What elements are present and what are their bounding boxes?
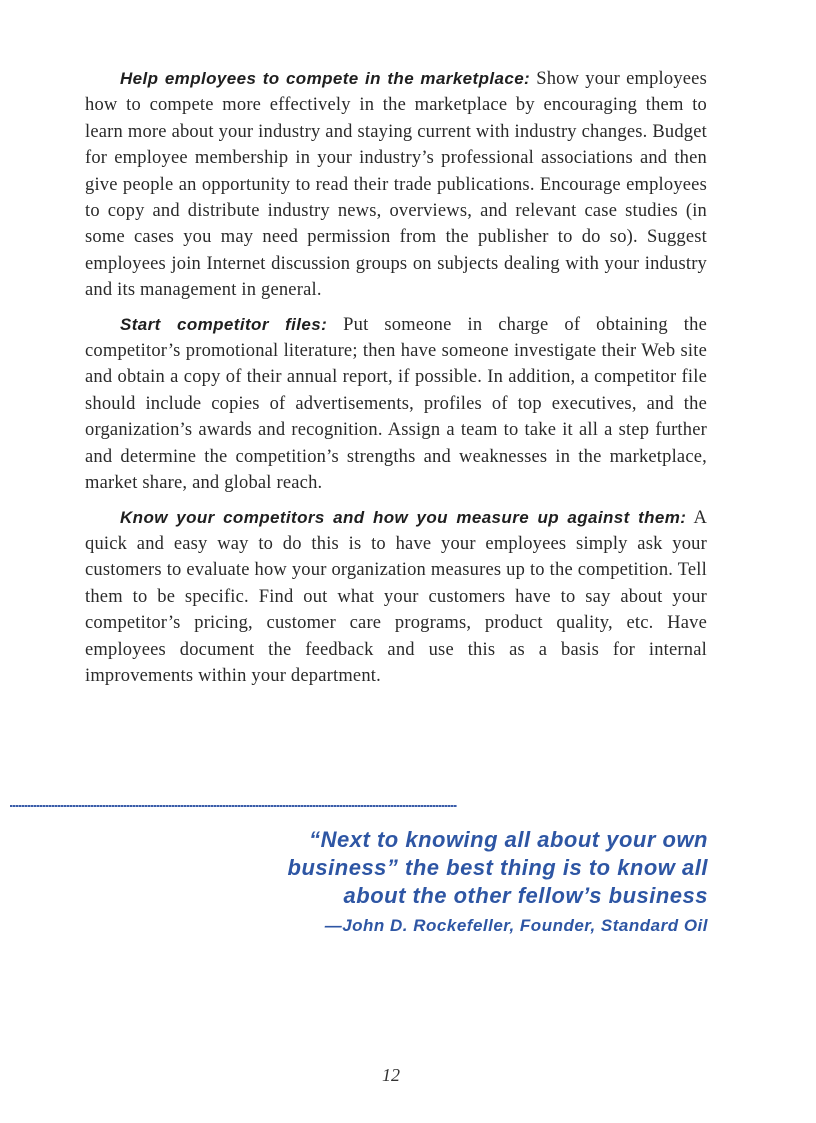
paragraph-text: A quick and easy way to do this is to have your employees simply ask your customers to evaluate how your organization measures up to the competition. Tell them to be specific. Find out what your customers have to say about your competitor’s pricing, customer care programs, product quality, etc. Have employees document the feedback and use this as a basis for internal improvements within your department.: [85, 507, 707, 686]
paragraph-lead: Know your competitors and how you measure up against them:: [120, 507, 687, 527]
paragraph-know-competitors: [85, 505, 707, 690]
quote-attribution: —John D. Rockefeller, Founder, Standard Oil: [324, 916, 708, 935]
paragraph-lead: Help employees to compete in the marketplace:: [120, 69, 531, 88]
divider-rule: [10, 805, 457, 807]
paragraph-compete-marketplace: [85, 66, 707, 304]
paragraph-competitor-files: [85, 312, 707, 497]
pull-quote: “Next to knowing all about your own business” the best thing is to know all about the other fellow’s business: [287, 827, 708, 908]
paragraph-text: Show your employees how to compete more effectively in the marketplace by encouraging them to learn more about your industry and staying current with industry changes. Budget for employee membership in your industry’s professional associations and then give people an opportunity to read their trade publications. Encourage employees to copy and distribute industry news, overviews, and relevant case studies (in some cases you may need permission from the publisher to do so). Suggest employees join Internet discussion groups on subjects dealing with your industry and its management in general.: [85, 69, 707, 301]
body-text: [85, 66, 707, 697]
paragraph-lead: Start competitor files:: [120, 314, 328, 334]
paragraph-text: Put someone in charge of obtaining the competitor’s promotional literature; then have someone investigate their Web site and obtain a copy of their annual report, if possible. In addition, a competitor file should include copies of advertisements, profiles of top executives, and the organization’s awards and recognition. Assign a team to take it all a step further and determine the competition’s strengths and weaknesses in the marketplace, market share, and global reach.: [85, 314, 707, 494]
page-number: 12: [382, 1065, 400, 1085]
